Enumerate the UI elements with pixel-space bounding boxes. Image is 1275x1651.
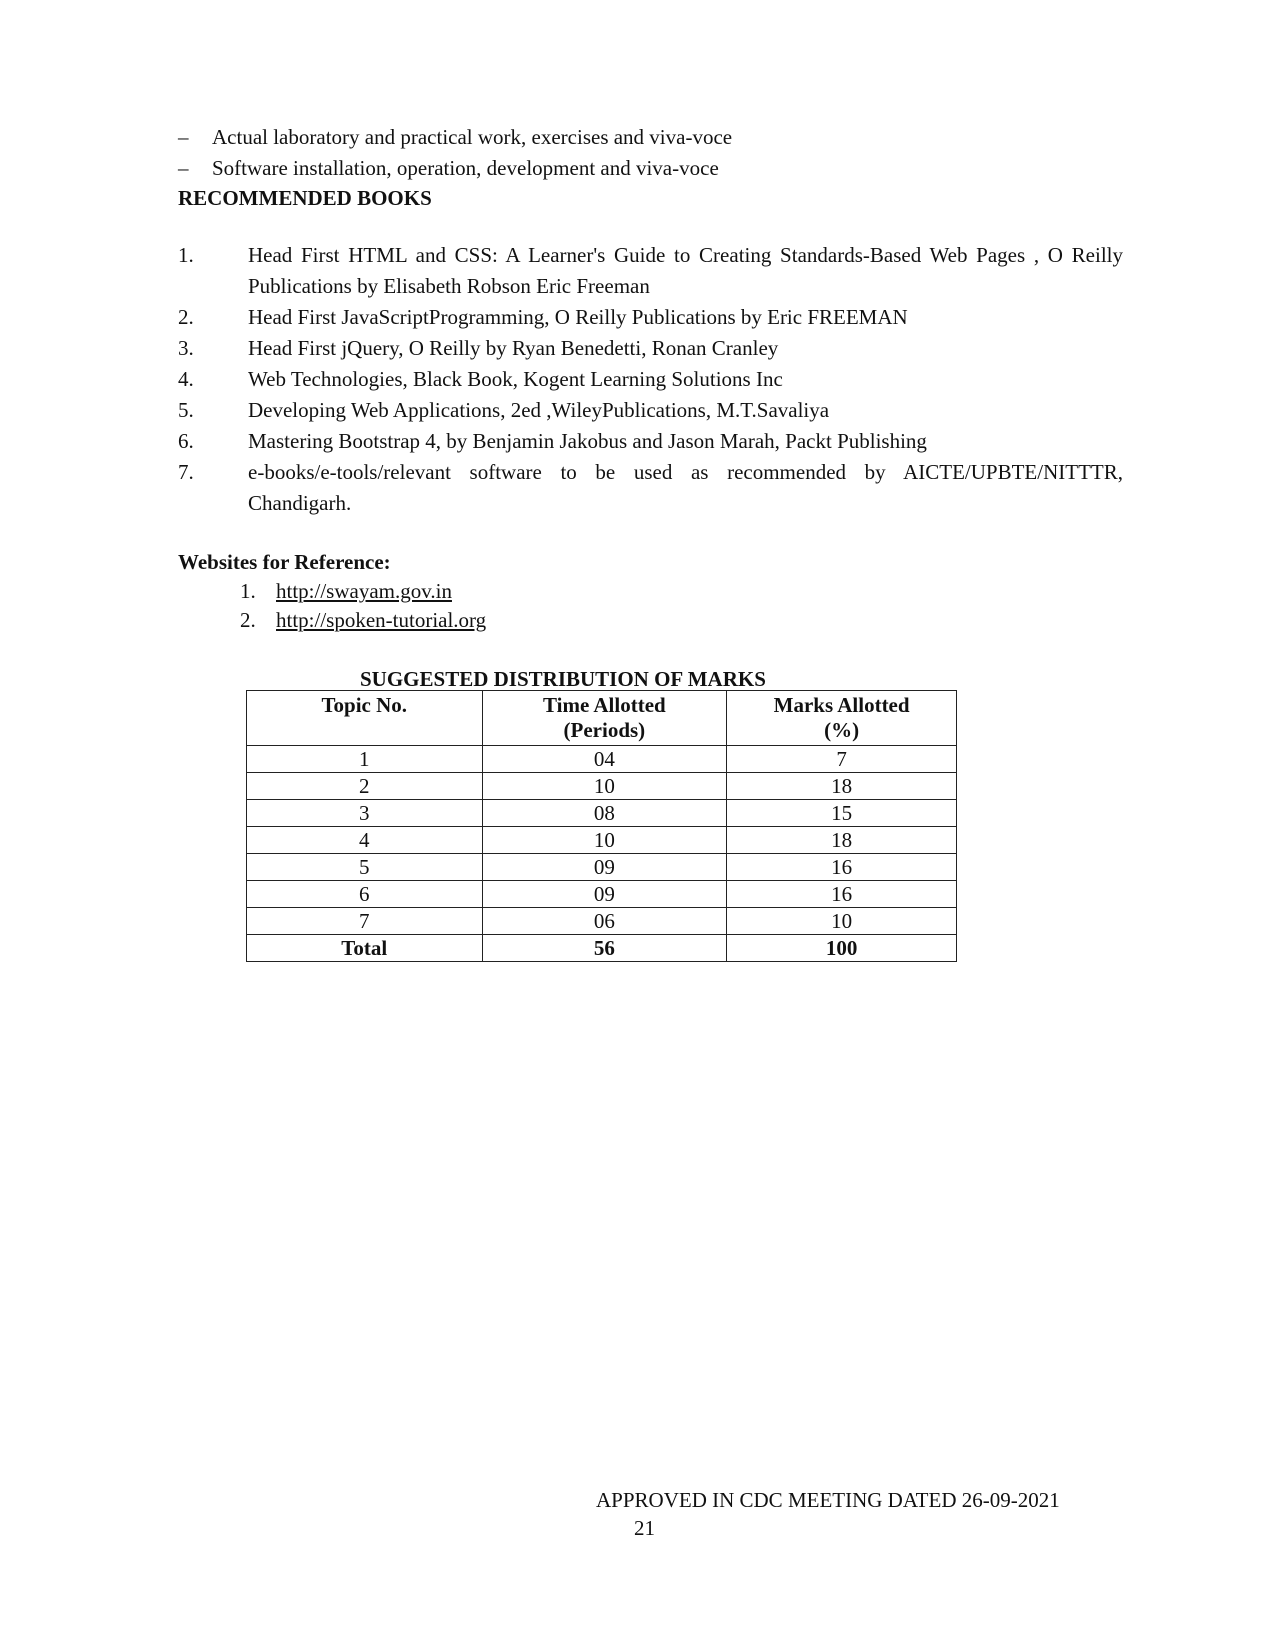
cell-time: 09 [482, 854, 727, 881]
header-line: (%) [824, 718, 860, 742]
book-item [178, 395, 1123, 426]
header-marks-allotted [727, 691, 957, 746]
website-link-spoken-tutorial[interactable]: http://spoken-tutorial.org [276, 608, 487, 632]
book-item [178, 364, 1123, 395]
page-number: 21 [634, 1516, 655, 1540]
header-line: Marks Allotted [773, 693, 910, 717]
book-number: 1. [178, 243, 194, 267]
cell-marks: 18 [727, 827, 957, 854]
cell-topic: 7 [247, 908, 483, 935]
table-row [247, 854, 957, 881]
list-item [178, 153, 732, 184]
book-number: 6. [178, 429, 194, 453]
cell-marks: 16 [727, 854, 957, 881]
table-row [247, 746, 957, 773]
table-total-row [247, 935, 957, 962]
cell-marks: 7 [727, 746, 957, 773]
cell-time: 10 [482, 827, 727, 854]
cell-topic: 1 [247, 746, 483, 773]
book-number: 5. [178, 398, 194, 422]
book-item [178, 302, 1123, 333]
book-text: Mastering Bootstrap 4, by Benjamin Jakobus and Jason Marah, Packt Publishing [248, 429, 927, 453]
book-text: Head First HTML and CSS: A Learner's Guide to Creating Standards-Based Web Pages , O Reilly Publications by Elisabeth Robson Eric Freeman [248, 243, 1123, 298]
websites-heading: Websites for Reference: [178, 550, 391, 574]
cell-marks: 18 [727, 773, 957, 800]
table-row [247, 773, 957, 800]
book-item [178, 426, 1123, 457]
list-item [178, 122, 732, 153]
book-item [178, 240, 1123, 302]
book-text: Developing Web Applications, 2ed ,WileyPublications, M.T.Savaliya [248, 398, 830, 422]
approval-footer: APPROVED IN CDC MEETING DATED 26-09-2021 [596, 1488, 1060, 1512]
book-item [178, 333, 1123, 364]
cell-time: 06 [482, 908, 727, 935]
header-line: Topic No. [321, 693, 408, 717]
website-item [240, 577, 486, 606]
cell-time: 04 [482, 746, 727, 773]
list-item-text: Actual laboratory and practical work, exercises and viva-voce [212, 125, 733, 149]
cell-marks: 16 [727, 881, 957, 908]
assessment-list [178, 122, 732, 184]
cell-time: 09 [482, 881, 727, 908]
table-row [247, 908, 957, 935]
table-row [247, 881, 957, 908]
recommended-books-heading: RECOMMENDED BOOKS [178, 186, 432, 210]
book-number: 2. [178, 305, 194, 329]
website-number: 1. [240, 579, 256, 603]
book-text: e-books/e-tools/relevant software to be used as recommended by AICTE/UPBTE/NITTTR, Chandigarh. [248, 460, 1123, 515]
table-row [247, 827, 957, 854]
header-topic-no [247, 691, 483, 746]
table-header-row [247, 691, 957, 746]
book-number: 3. [178, 336, 194, 360]
cell-topic: 3 [247, 800, 483, 827]
cell-topic: 5 [247, 854, 483, 881]
book-item [178, 457, 1123, 519]
cell-total-label: Total [247, 935, 483, 962]
dash-bullet: – [178, 125, 189, 149]
header-line: Time Allotted [543, 693, 666, 717]
header-line: (Periods) [563, 718, 646, 742]
book-text: Head First jQuery, O Reilly by Ryan Benedetti, Ronan Cranley [248, 336, 779, 360]
recommended-books-list [178, 240, 1123, 519]
website-number: 2. [240, 608, 256, 632]
dash-bullet: – [178, 156, 189, 180]
book-number: 7. [178, 460, 194, 484]
book-number: 4. [178, 367, 194, 391]
website-item [240, 606, 486, 635]
book-text: Web Technologies, Black Book, Kogent Learning Solutions Inc [248, 367, 783, 391]
cell-total-time: 56 [482, 935, 727, 962]
header-time-allotted [482, 691, 727, 746]
cell-topic: 2 [247, 773, 483, 800]
cell-topic: 6 [247, 881, 483, 908]
cell-time: 08 [482, 800, 727, 827]
marks-table-title: SUGGESTED DISTRIBUTION OF MARKS [360, 667, 766, 691]
cell-time: 10 [482, 773, 727, 800]
cell-marks: 10 [727, 908, 957, 935]
table-row [247, 800, 957, 827]
list-item-text: Software installation, operation, development and viva-voce [212, 156, 719, 180]
book-text: Head First JavaScriptProgramming, O Reilly Publications by Eric FREEMAN [248, 305, 908, 329]
cell-topic: 4 [247, 827, 483, 854]
website-link-swayam[interactable]: http://swayam.gov.in [276, 579, 452, 603]
cell-marks: 15 [727, 800, 957, 827]
cell-total-marks: 100 [727, 935, 957, 962]
marks-distribution-table [246, 690, 957, 962]
websites-list [240, 577, 486, 635]
